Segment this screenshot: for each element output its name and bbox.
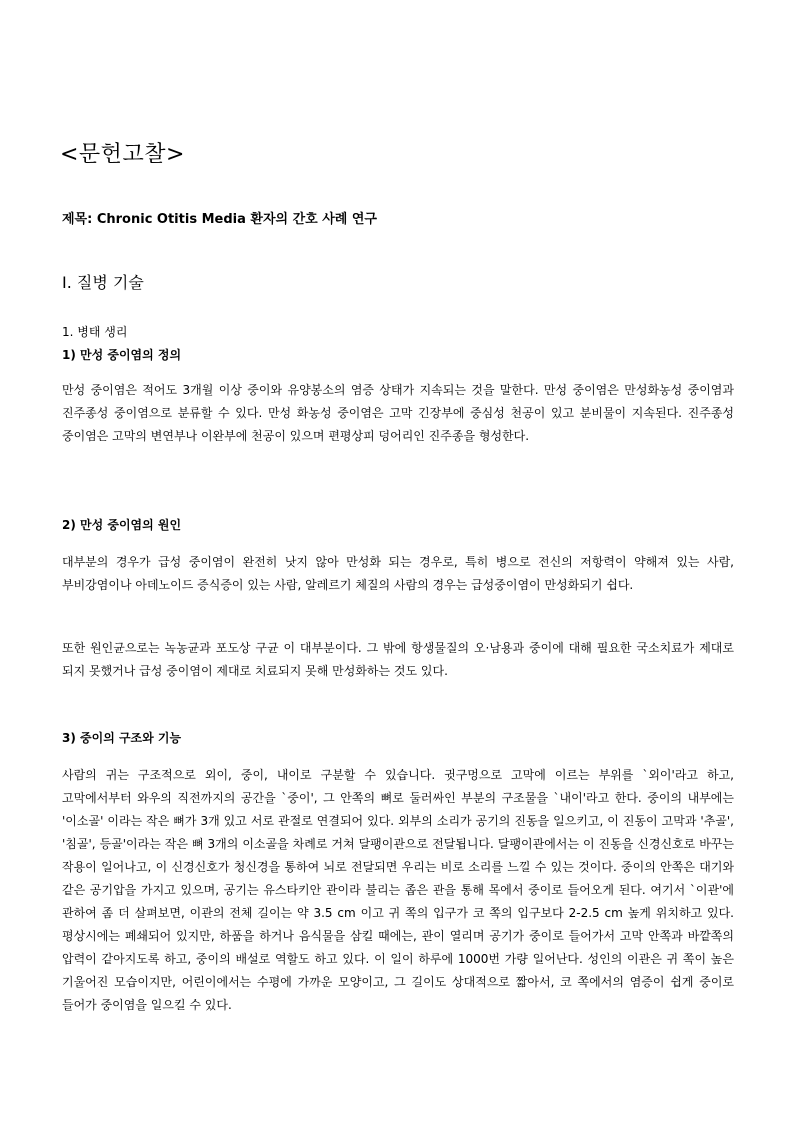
section-heading: Ⅰ. 질병 기술 xyxy=(62,273,144,292)
document-subject: 제목: Chronic Otitis Media 환자의 간호 사례 연구 xyxy=(62,212,377,227)
causes-paragraph-2: 또한 원인균으로는 녹농균과 포도상 구균 이 대부분이다. 그 밖에 항생물질의 오·남용과 중이에 대해 필요한 국소치료가 제대로 되지 못했거나 급성 중이염이 제대로 치료되지 못해 만성화하는 것도 있다. xyxy=(62,641,734,678)
document-title: <문헌고찰> xyxy=(60,142,185,167)
causes-heading: 2) 만성 중이염의 원인 xyxy=(62,518,182,532)
definition-paragraph: 만성 중이염은 적어도 3개월 이상 중이와 유양봉소의 염증 상태가 지속되는 것을 말한다. 만성 중이염은 만성화농성 중이염과 진주종성 중이염으로 분류할 수 있다. 만성 화농성 중이염은 고막 긴장부에 중심성 천공이 있고 분비물이 지속된다. 진주종성 중이염은 고막의 변연부나 이완부에 천공이 있으며 편평상피 덩어리인 진주종을 형성한다. xyxy=(62,383,734,443)
structure-heading: 3) 중이의 구조와 기능 xyxy=(62,731,182,745)
causes-paragraph-1: 대부분의 경우가 급성 중이염이 완전히 낫지 않아 만성화 되는 경우로, 특히 병으로 전신의 저항력이 약해져 있는 사람, 부비강염이나 아데노이드 증식증이 있는 사람, 알레르기 체질의 사람의 경우는 급성중이염이 만성화되기 쉽다. xyxy=(62,555,734,592)
subsection-heading: 1. 병태 생리 xyxy=(62,325,128,339)
definition-heading: 1) 만성 중이염의 정의 xyxy=(62,348,182,362)
structure-paragraph: 사람의 귀는 구조적으로 외이, 중이, 내이로 구분할 수 있습니다. 귓구멍으로 고막에 이르는 부위를 `외이'라고 하고, 고막에서부터 와우의 직전까지의 공간을 `중이', 그 안쪽의 뼈로 둘러싸인 부분의 구조물을 `내이'라고 한다. 중이의 내부에는 '이소골' 이라는 작은 뼈가 3개 있고 서로 관절로 연결되어 있다. 외부의 소리가 공기의 진동을 일으키고, 이 진동이 고막과 '추골', '침골', 등골'이라는 작은 뼈 3개의 이소골을 차례로 거쳐 달팽이관으로 전달됩니다. 달팽이관에서는 이 진동을 신경신호로 바꾸는 작용이 일어나고, 이 신경신호가 청신경을 통하여 뇌로 전달되면 우리는 비로 소리를 느낄 수 있는 것이다. 중이의 안쪽은 대기와 같은 공기압을 가지고 있으며, 공기는 유스타키안 관이라 불리는 좁은 관을 통해 목에서 중이로 들어오게 된다. 여기서 `이관'에 관하여 좀 더 살펴보면, 이관의 전체 길이는 약 3.5 cm 이고 귀 쪽의 입구가 코 쪽의 입구보다 2-2.5 cm 높게 위치하고 있다. 평상시에는 폐쇄되어 있지만, 하품을 하거나 음식물을 삼킬 때에는, 관이 열리며 공기가 중이로 들어가서 고막 안쪽과 바깥쪽의 압력이 같아지도록 하고, 중이의 배설로 역할도 하고 있다. 이 일이 하루에 1000번 가량 일어난다. 성인의 이관은 귀 쪽이 높은 기울어진 모습이지만, 어린이에서는 수평에 가까운 모양이고, 그 길이도 상대적으로 짧아서, 코 쪽에서의 염증이 쉽게 중이로 들어가 중이염을 일으킬 수 있다. xyxy=(62,768,734,1012)
